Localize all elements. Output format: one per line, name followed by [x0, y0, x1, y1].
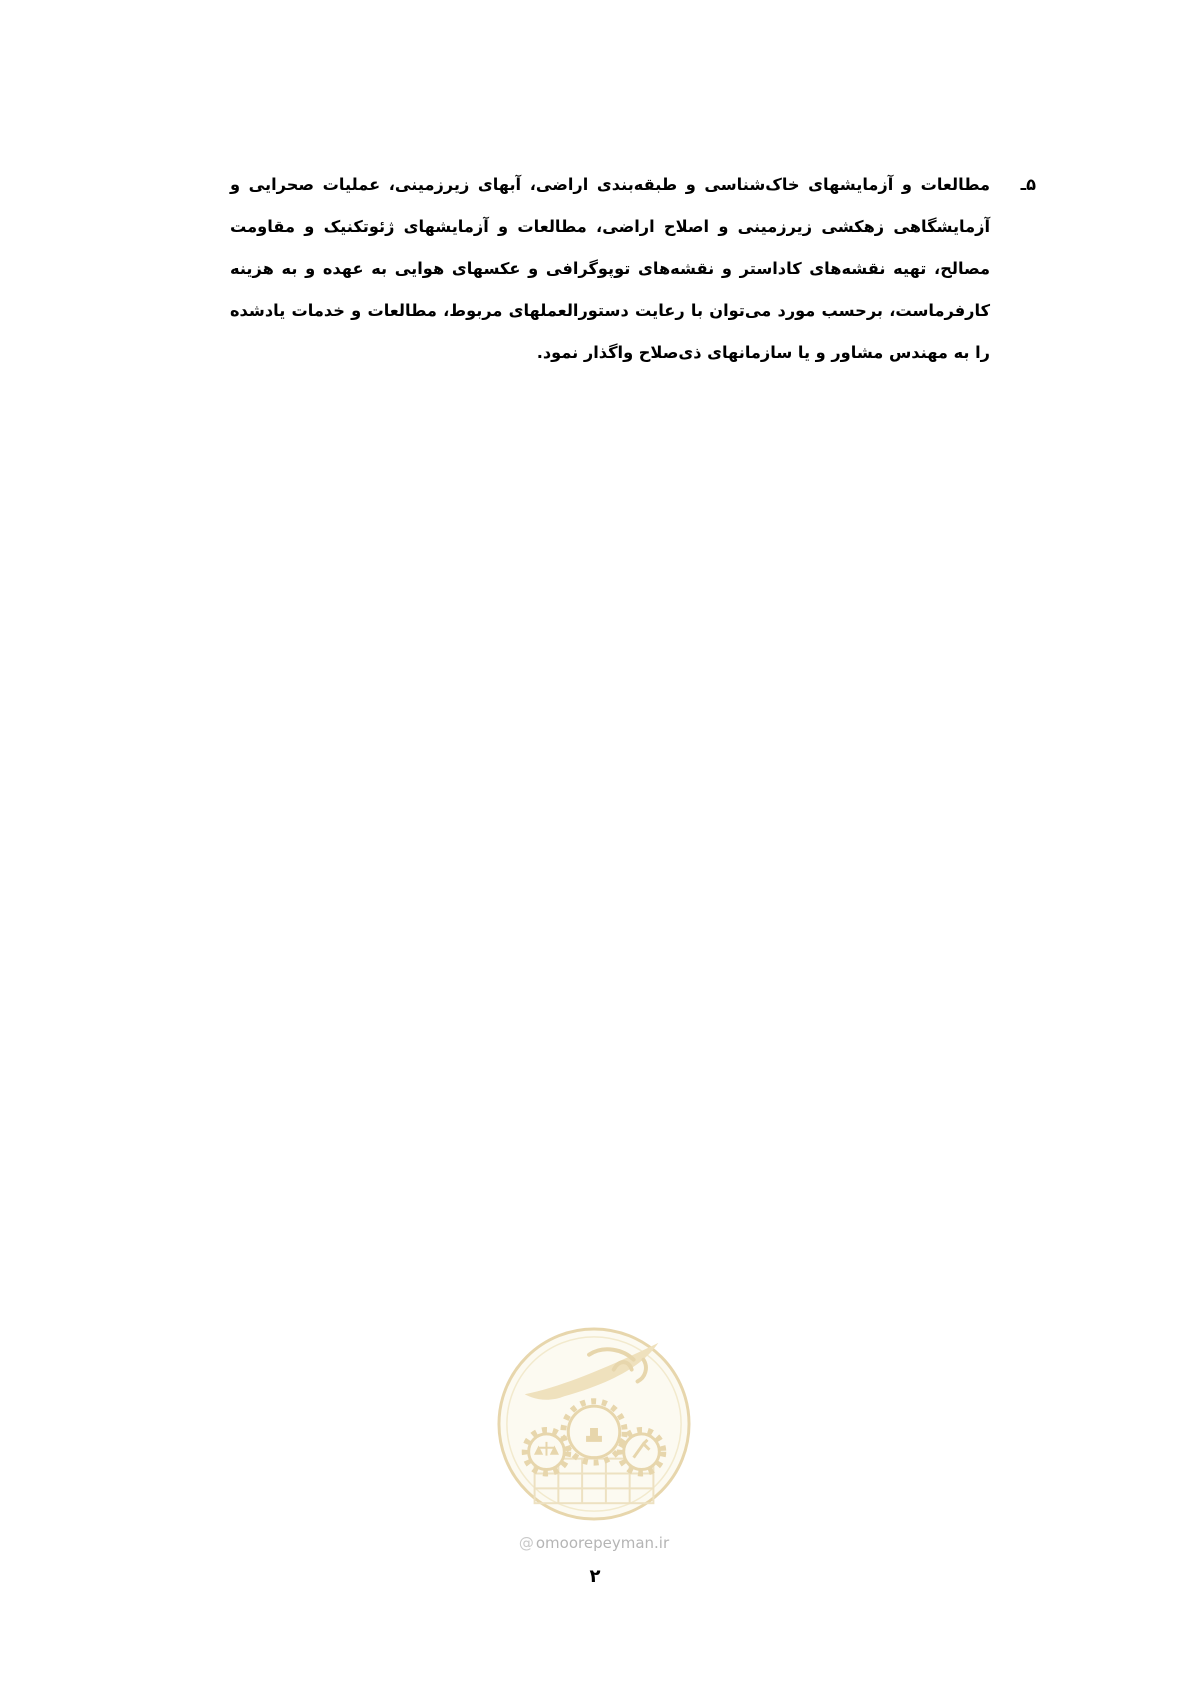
page-number: ۲: [589, 1566, 601, 1587]
website-text: omoorepeyman.ir: [535, 1534, 670, 1552]
clause-5: [230, 164, 1036, 374]
website-watermark: [495, 1534, 693, 1552]
at-icon: @: [518, 1534, 534, 1552]
clause-number: ۵ـ: [1020, 175, 1036, 194]
clause-text: مطالعات و آزمایشهای خاک‌شناسی و طبقه‌بندی اراضی، آبهای زیرزمینی، عملیات صحرایی و آزمایشگاهی زهکشی زیرزمینی و اصلاح اراضی، مطالعات و آزمایشهای ژئوتکنیک و مقاومت مصالح، تهیه نقشه‌های کاداستر و نقشه‌های توپوگرافی و عکسهای هوایی به عهده و به هزینه کارفرماست، برحسب مورد می‌توان با رعایت دستورالعملهای مربوط، مطالعات و خدمات یادشده را به مهندس مشاور و یا سازمانهای ذی‌صلاح واگذار نمود.: [230, 175, 990, 362]
omoorepeyman-logo-watermark: [495, 1325, 693, 1523]
